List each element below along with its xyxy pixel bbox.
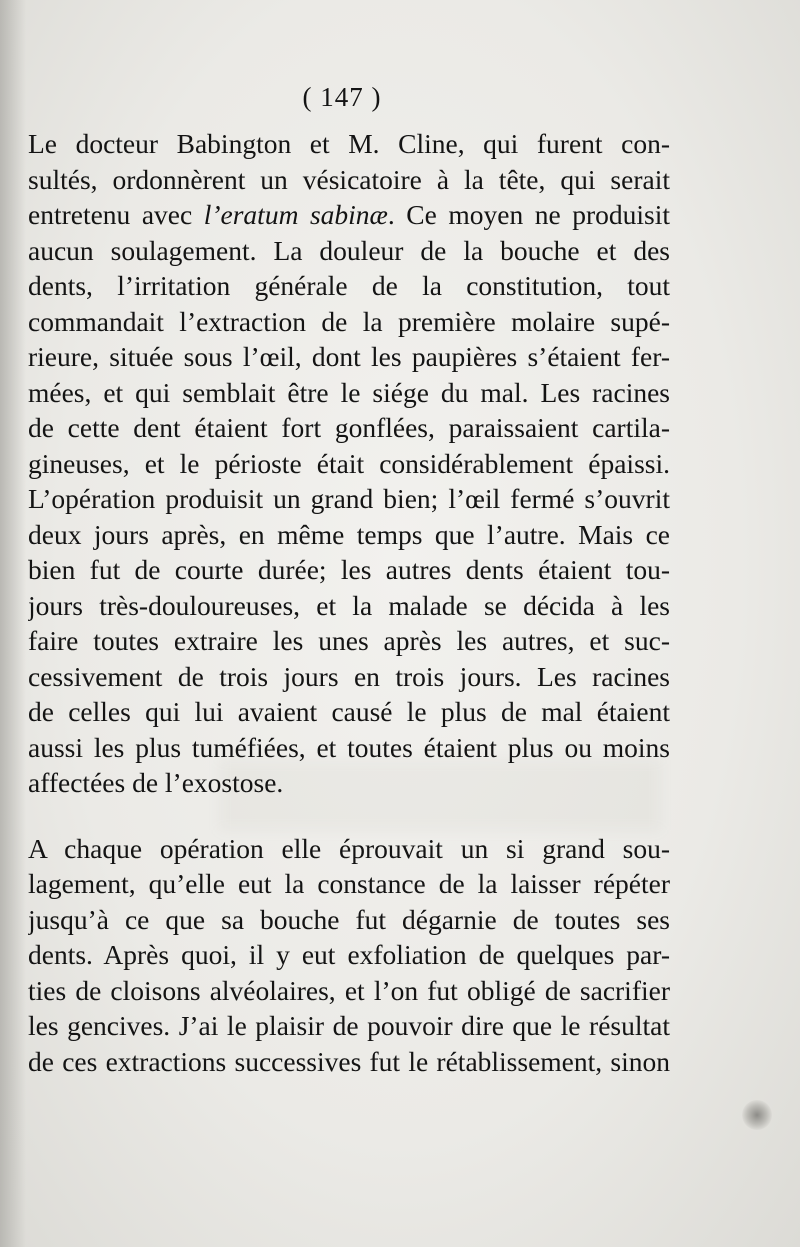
page-number: ( 147 )	[302, 82, 382, 112]
text-line: dents. Après quoi, il y eut exfoliation de quelques par-	[28, 939, 670, 970]
text-line: aucun soulagement. La douleur de la bouche et des	[28, 234, 670, 266]
text-line: ties de cloisons alvéolaires, et l’on fut obligé de sacrifier	[28, 974, 670, 1006]
text-line: affectées de l’exostose.	[28, 767, 284, 798]
text-line: aussi les plus tuméfiées, et toutes étaient plus ou moins	[28, 731, 670, 763]
text-line: de celles qui lui avaient causé le plus de mal étaient	[28, 696, 670, 727]
paragraph-2	[28, 831, 670, 1080]
text-line: commandait l’extraction de la première molaire supé-	[28, 305, 670, 337]
ink-stain	[742, 1100, 772, 1130]
text-line: rieure, située sous l’œil, dont les paupières s’étaient fer-	[28, 341, 670, 372]
text-line: deux jours après, en même temps que l’autre. Mais ce	[28, 518, 670, 550]
text-line: cessivement de trois jours en trois jours. Les racines	[28, 660, 670, 692]
text-line: entretenu avec l’eratum sabinæ. Ce moyen ne produisit	[28, 199, 670, 230]
text-line: de cette dent étaient fort gonflées, paraissaient cartila-	[28, 412, 670, 443]
text-line: jours très-douloureuses, et la malade se décida à les	[28, 589, 670, 621]
text-line: mées, et qui semblait être le siége du mal. Les racines	[28, 376, 670, 408]
latin-term: l’eratum sabinæ	[203, 199, 388, 230]
text-line: A chaque opération elle éprouvait un si grand sou-	[28, 832, 670, 864]
text-line: les gencives. J’ai le plaisir de pouvoir dire que le résultat	[28, 1010, 670, 1041]
text-line: bien fut de courte durée; les autres dents étaient tou-	[28, 554, 670, 585]
text-line: Le docteur Babington et M. Cline, qui furent con-	[28, 128, 670, 159]
text-line: gineuses, et le périoste était considérablement épaissi.	[28, 447, 670, 479]
text-line: dents, l’irritation générale de la constitution, tout	[28, 270, 670, 301]
paragraph-1	[28, 126, 670, 801]
page-edge-shadow	[0, 0, 26, 1247]
body-text	[28, 126, 670, 1079]
text-line: de ces extractions successives fut le rétablissement, sinon	[28, 1045, 670, 1077]
text-line: L’opération produisit un grand bien; l’œil fermé s’ouvrit	[28, 483, 670, 514]
text-line: lagement, qu’elle eut la constance de la laisser répéter	[28, 868, 670, 899]
text-line: sultés, ordonnèrent un vésicatoire à la tête, qui serait	[28, 163, 670, 195]
paragraph-spacer	[28, 801, 670, 831]
text-line: faire toutes extraire les unes après les autres, et suc-	[28, 625, 670, 656]
text-line: jusqu’à ce que sa bouche fut dégarnie de toutes ses	[28, 903, 670, 935]
